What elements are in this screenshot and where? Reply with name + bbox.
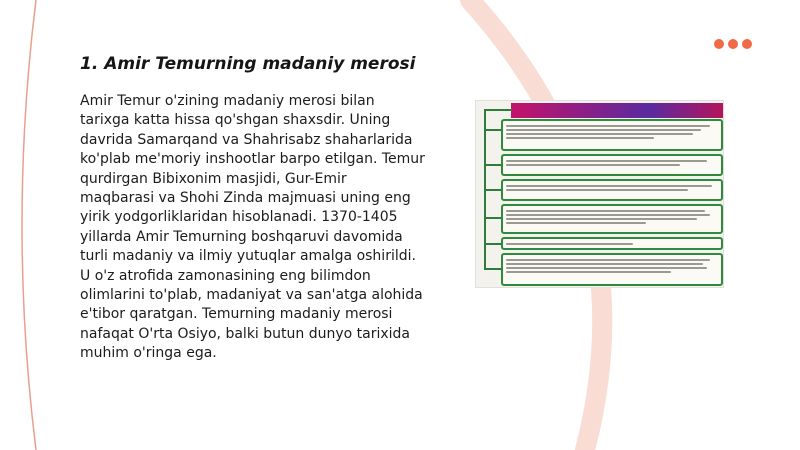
- diagram-box: [501, 204, 723, 234]
- left-arc: [22, 0, 36, 450]
- diagram-connector: [484, 129, 501, 131]
- diagram-connector: [484, 164, 501, 166]
- diagram-connector: [484, 217, 501, 219]
- diagram-connector: [484, 268, 501, 270]
- dot: [742, 39, 752, 49]
- decorative-dots: [714, 39, 752, 49]
- dot: [728, 39, 738, 49]
- diagram-header-bar: [511, 103, 723, 118]
- diagram-box: [501, 253, 723, 286]
- diagram-image: [475, 100, 724, 288]
- diagram-connector: [484, 189, 501, 191]
- slide-title: 1. Amir Temurning madaniy merosi: [80, 54, 416, 74]
- diagram-connector-horizontal: [484, 109, 512, 111]
- slide-body-text: Amir Temur o'zining madaniy merosi bilan tarixga katta hissa qo'shgan shaxsdir. Uning davrida Samarqand va Shahrisabz shaharlarida ko'plab me'moriy inshootlar barpo etilgan. Temur qurdirgan Bibixonim masjidi, Gur-Emir maqbarasi va Shohi Zinda majmuasi uning eng yirik yodgorliklaridan hisoblanadi. 1370-1405 yillarda Amir Temurning boshqaruvi davomida turli madaniy va ilmiy yutuqlar amalga oshirildi. U o'z atrofida zamonasining eng bilimdon olimlarini to'plab, madaniyat va san'atga alohida e'tibor qaratgan. Temurning madaniy merosi nafaqat O'rta Osiyo, balki butun dunyo tarixida muhim o'ringa ega.: [80, 93, 425, 362]
- dot: [714, 39, 724, 49]
- diagram-box: [501, 179, 723, 201]
- diagram-box: [501, 119, 723, 151]
- diagram-box: [501, 237, 723, 250]
- diagram-box: [501, 154, 723, 176]
- diagram-connector: [484, 243, 501, 245]
